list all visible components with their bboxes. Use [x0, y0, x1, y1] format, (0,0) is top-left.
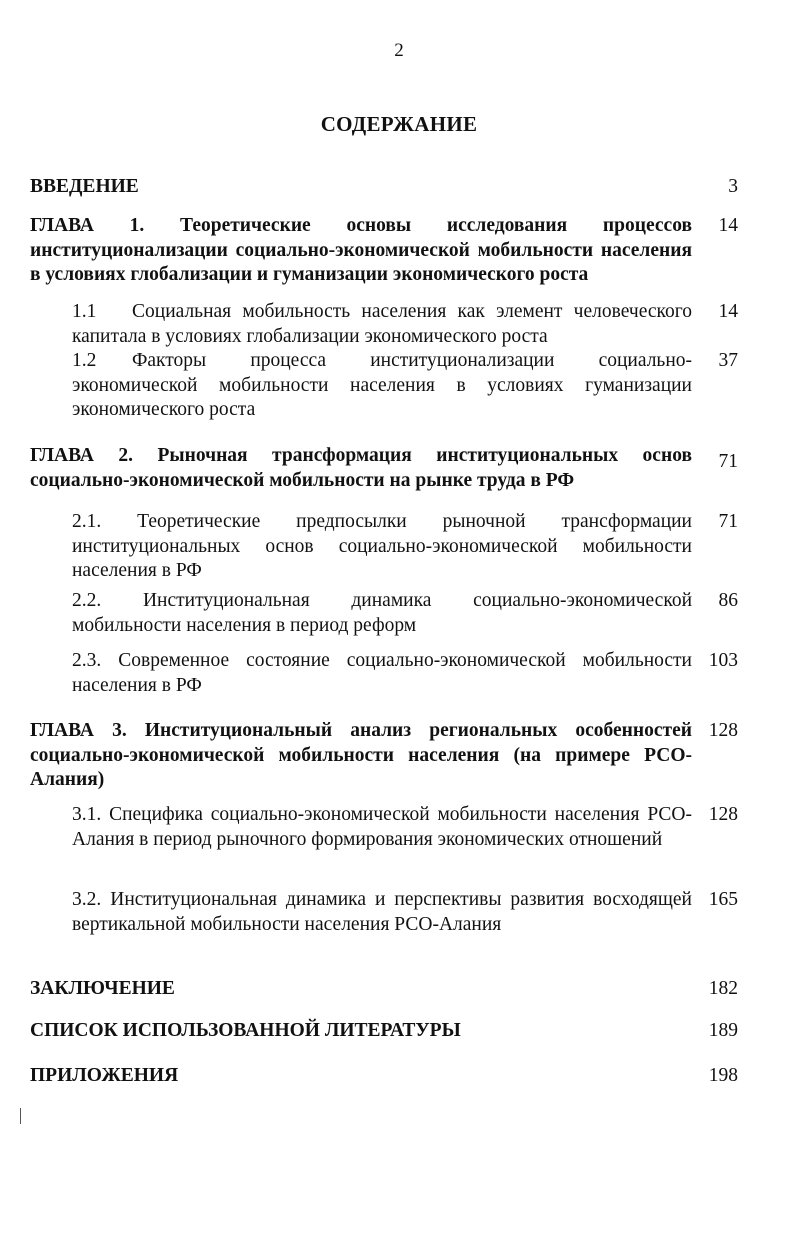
toc-entry-label: ГЛАВА 2. Рыночная трансформация институциональных основ социально-экономической мобильности на рынке труда в РФ	[30, 445, 692, 491]
page-title: СОДЕРЖАНИЕ	[320, 112, 478, 136]
toc-entry-page: 128	[708, 804, 738, 825]
toc-entry-label: 2.2. Институциональная динамика социально-экономической мобильности населения в период реформ	[72, 590, 692, 636]
toc-entry-text	[72, 300, 692, 349]
toc-section-number: 1.1	[72, 301, 97, 322]
toc-entry-page: 71	[718, 451, 738, 472]
toc-entry-page: 103	[708, 650, 738, 671]
toc-entry-page: 198	[708, 1065, 738, 1086]
toc-entry-label: 2.1. Теоретические предпосылки рыночной трансформации институциональных основ социально-экономической мобильности населения в РФ	[72, 511, 692, 581]
toc-entry-label: 3.1. Специфика социально-экономической мобильности населения РСО-Алания в период рыночного формирования экономических отношений	[72, 804, 692, 850]
toc-entry-page: 71	[718, 511, 738, 532]
toc-entry-label: ГЛАВА 1. Теоретические основы исследования процессов институционализации социально-экономической мобильности населения в условиях глобализации и гуманизации экономического роста	[30, 215, 692, 285]
toc-entry-page: 189	[708, 1020, 738, 1041]
toc-entry-label: ВВЕДЕНИЕ	[30, 176, 139, 197]
toc-entry-label: 2.3. Современное состояние социально-экономической мобильности населения в РФ	[72, 650, 692, 696]
toc-entry-page: 86	[718, 590, 738, 611]
toc-entry-label: СПИСОК ИСПОЛЬЗОВАННОЙ ЛИТЕРАТУРЫ	[30, 1020, 461, 1041]
toc-entry-page: 3	[728, 176, 738, 197]
toc-entry-label: ЗАКЛЮЧЕНИЕ	[30, 978, 175, 999]
toc-entry-page: 128	[708, 720, 738, 741]
toc-entry-page: 182	[708, 978, 738, 999]
toc-entry-label: 3.2. Институциональная динамика и перспективы развития восходящей вертикальной мобильности населения РСО-Алания	[72, 889, 692, 935]
toc-entry-label: Факторы процесса институционализации социально-экономической мобильности населения в условиях гуманизации экономического роста	[72, 350, 692, 420]
page-number: 2	[394, 40, 404, 61]
toc-entry-page: 14	[718, 301, 738, 322]
toc-entry-page: 165	[708, 889, 738, 910]
toc-entry-page: 37	[718, 350, 738, 371]
toc-entry-text	[72, 349, 692, 423]
scan-artifact-mark	[20, 1108, 21, 1124]
toc-entry-label: Социальная мобильность населения как элемент человеческого капитала в условиях глобализации экономического роста	[72, 301, 692, 347]
toc-entry-label: ПРИЛОЖЕНИЯ	[30, 1065, 179, 1086]
toc-section-number: 1.2	[72, 350, 97, 371]
toc-entry-page: 14	[718, 215, 738, 236]
toc-entry-label: ГЛАВА 3. Институциональный анализ региональных особенностей социально-экономической мобильности населения (на примере РСО-Алания)	[30, 720, 692, 790]
